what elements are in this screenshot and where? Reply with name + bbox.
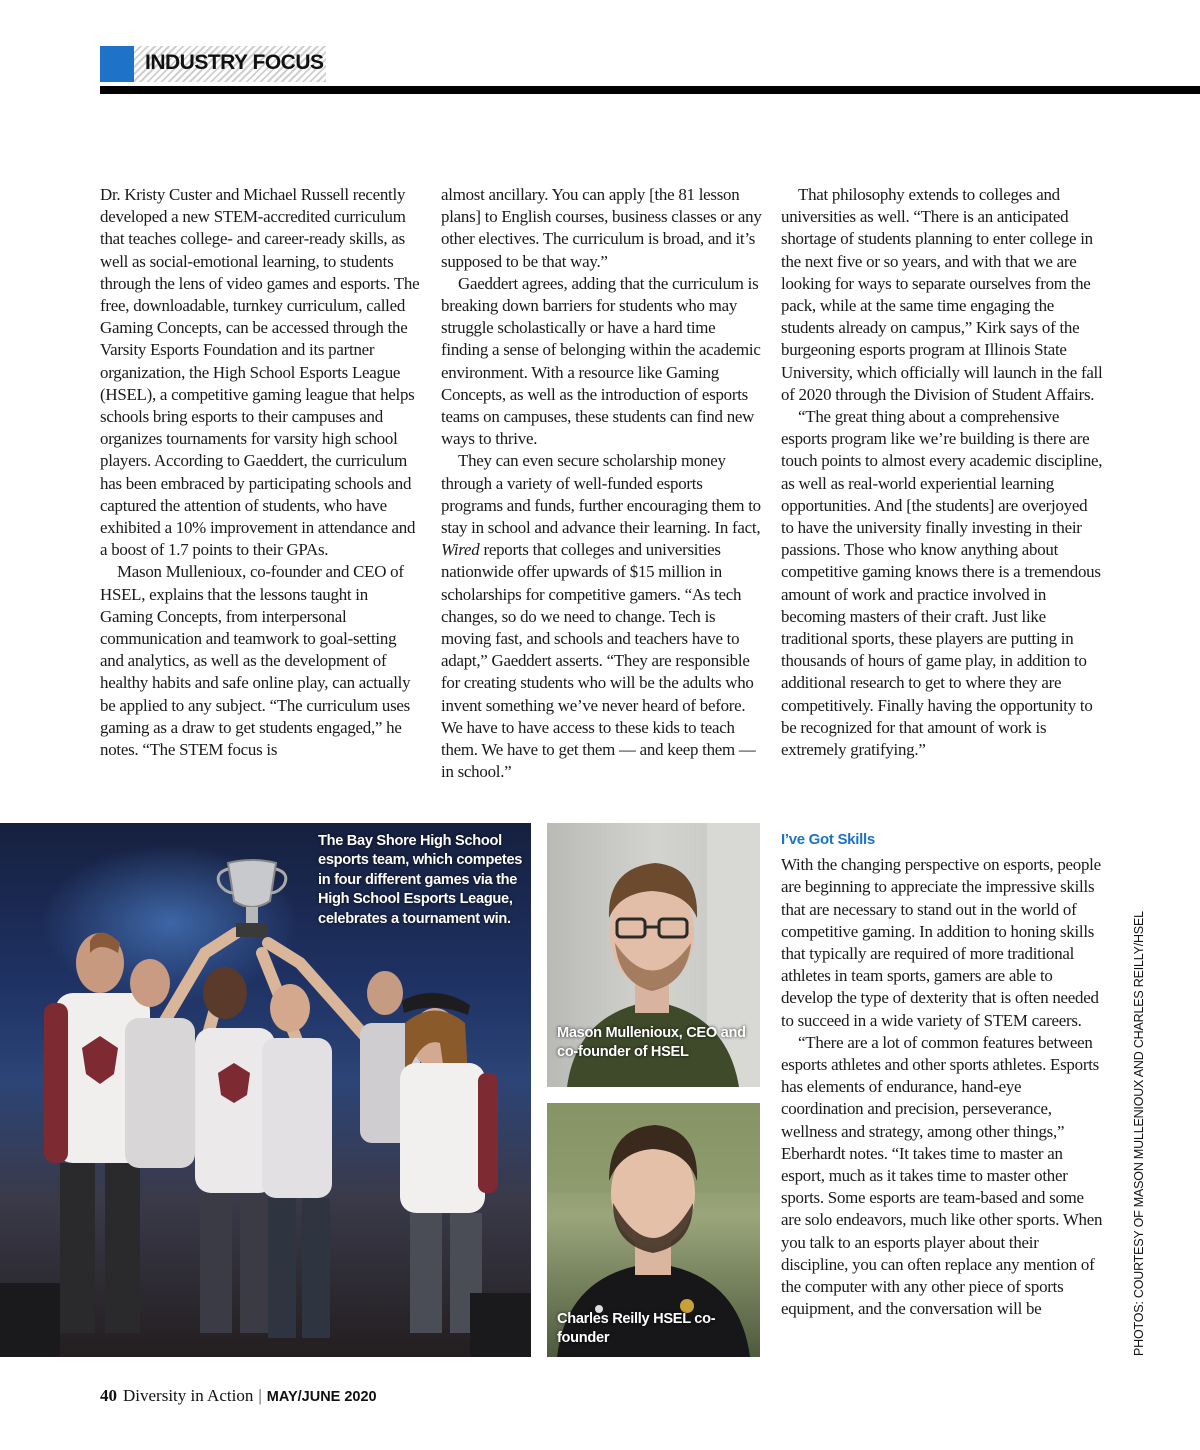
team-photo-caption: The Bay Shore High School esports team, which competes in four different games via the High School Esports League, celebrates a tournament win.: [318, 833, 523, 927]
paragraph: [441, 450, 763, 783]
page-footer: [100, 1386, 377, 1406]
paragraph: Mason Mullenioux, co-founder and CEO of HSEL, explains that the lessons taught in Gaming Concepts, from interpersonal communication and teamwork to goal-setting and analytics, as well as the development of healthy habits and safe online play, can actually be applied to any subject. “The curriculum uses gaming as a draw to get students engaged,” he notes. “The STEM focus is: [100, 562, 411, 760]
issue-date: MAY/JUNE 2020: [266, 1389, 377, 1405]
publication-title: Diversity in Action: [123, 1386, 254, 1405]
paragraph: Gaeddert agrees, adding that the curriculum is breaking down barriers for students who may struggle scholastically or have a hard time finding a sense of belonging within the academic environment. With a resource like Gaming Concepts, as well as the introduction of esports teams on campuses, these students can find new ways to thrive.: [441, 273, 761, 449]
paragraph: almost ancillary. You can apply [the 81 lesson plans] to English courses, business classes or any other electives. The curriculum is broad, and it’s supposed to be that way.”: [441, 185, 762, 271]
paragraph: “The great thing about a comprehensive esports program like we’re building is there are touch points to almost every academic discipline, as well as real-world experiential learning opportunities. And [the students] are overjoyed to have the university finally investing in their passions. Those who know anything about competitive gaming knows there is a tremendous amount of work and practice involved in becoming masters of their craft. Just like traditional sports, these players are putting in thousands of hours of game play, in addition to additional research to get to where they are competitively. Finally having the opportunity to be recognized for that amount of work is extremely gratifying.”: [781, 407, 1103, 760]
page-number: 40: [100, 1386, 117, 1405]
charles-caption: Charles Reilly HSEL co-founder: [557, 1311, 716, 1347]
paragraph-text: They can even secure scholarship money through a variety of well-funded esports programs and funds, further encouraging them to stay in school and advance their learning. In fact,: [441, 451, 761, 538]
section-subhead: I’ve Got Skills: [781, 831, 875, 848]
article-column-1: [100, 184, 422, 761]
photo-credit: PHOTOS: COURTESY OF MASON MULLENIOUX AND CHARLES REILLY/HSEL: [1132, 911, 1146, 1356]
section-tab: [100, 46, 326, 82]
header-rule: [100, 86, 1200, 94]
section-label: INDUSTRY FOCUS: [145, 51, 324, 74]
publication-name: Wired: [441, 540, 480, 560]
paragraph: “There are a lot of common features between esports athletes and other sports athletes. Esports has elements of endurance, hand-eye coordination and precision, perseverance, wellness and strategy, among other things,” Eberhardt notes. “It takes time to master an esport, much as it takes time to master other sports. Some esports are team-based and some are solo endeavors, much like other sports. When you talk to an esports player about their discipline, you can often replace any mention of the computer with any other piece of sports equipment, and the conversation will be: [781, 1032, 1103, 1319]
paragraph: With the changing perspective on esports, people are beginning to appreciate the impressive skills that are necessary to stand out in the world of competitive gaming. In addition to honing skills that typically are required of more traditional athletes in team sports, gamers are able to develop the type of dexterity that is often needed to succeed in a wide variety of STEM careers.: [781, 855, 1101, 1030]
paragraph: Dr. Kristy Custer and Michael Russell recently developed a new STEM-accredited curriculum that teaches college- and career-ready skills, as well as social-emotional learning, to students through the lens of video games and esports. The free, downloadable, turnkey curriculum, called Gaming Concepts, can be accessed through the Varsity Esports Foundation and its partner organization, the High School Esports League (HSEL), a competitive gaming league that helps schools bring esports to their campuses and organizes tournaments for varsity high school players. According to Gaeddert, the curriculum has been embraced by participating schools and captured the attention of students, who have exhibited a 10% improvement in attendance and a boost of 1.7 points to their GPAs.: [100, 185, 420, 560]
skills-section: [781, 829, 1103, 1320]
footer-separator: |: [258, 1386, 262, 1405]
mason-caption: Mason Mullenioux, CEO and co-founder of HSEL: [557, 1025, 746, 1061]
section-color-block: [100, 46, 134, 82]
article-column-2: [441, 184, 763, 783]
trophy-icon: [218, 860, 286, 937]
paragraph-text: reports that colleges and universities nationwide offer upwards of $15 million in scholarships for competitive gamers. “As tech changes, so do we need to change. Tech is moving fast, and schools and teachers have to adapt,” Gaeddert asserts. “They are responsible for creating students who will be the adults who invent something we’ve never heard of before. We have to have access to these kids to teach them. We have to get them — and keep them — in school.”: [441, 540, 756, 782]
article-column-3: [781, 184, 1103, 761]
paragraph: That philosophy extends to colleges and universities as well. “There is an anticipated shortage of students planning to enter college in the next five or so years, and with that we are looking for ways to separate ourselves from the pack, while at the same time engaging the students already on campus,” Kirk says of the burgeoning esports program at Illinois State University, which officially will launch in the fall of 2020 through the Division of Student Affairs.: [781, 185, 1103, 404]
